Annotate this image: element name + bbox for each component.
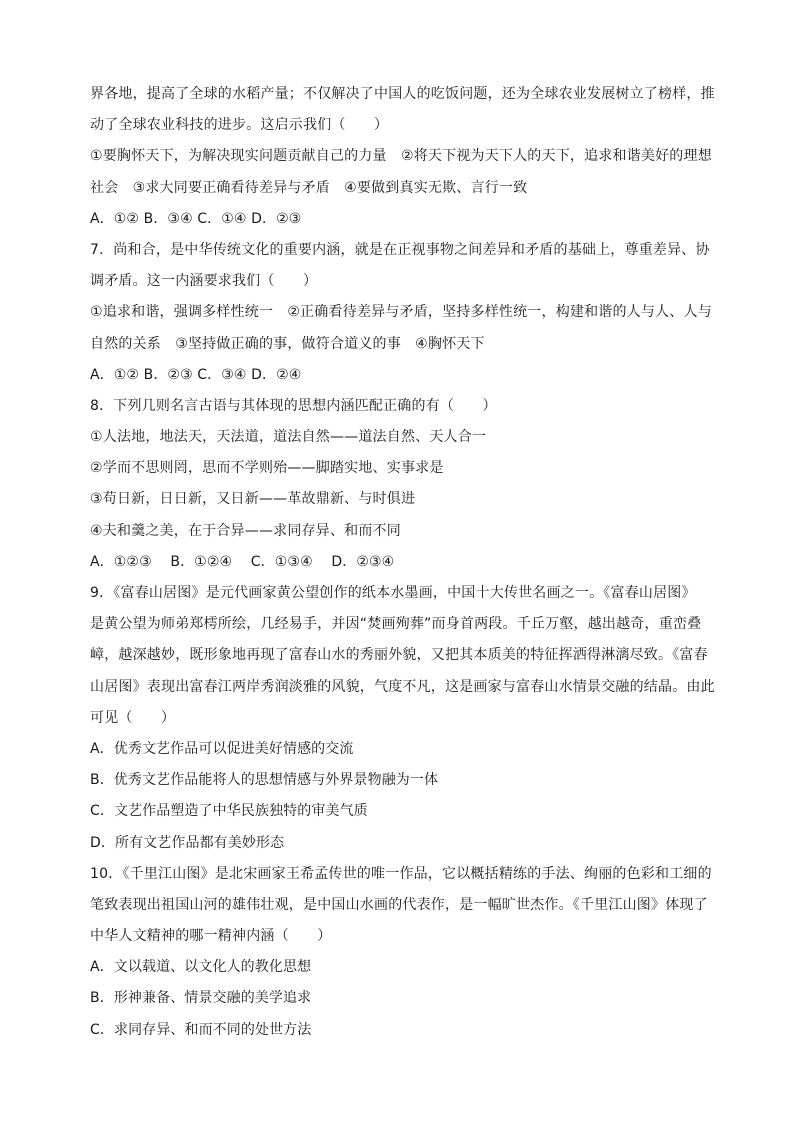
- q8-item: ①人法地，地法天，天法道，道法自然——道法自然、天人合一: [90, 429, 487, 446]
- q8-item: ④夫和羹之美，在于合异——求同存异、和而不同: [90, 522, 401, 539]
- q9-stem: 是黄公望为师弟郑樗所绘，几经易手，并因“焚画殉葬”而身首两段。千丘万壑，越出越奇，重峦叠: [90, 616, 702, 633]
- q9-stem: 9．《富春山居图》是元代画家黄公望创作的纸本水墨画，中国十大传世名画之一。《富春山居图》: [90, 585, 696, 601]
- q9-option-c: C．文艺作品塑造了中华民族独特的审美气质: [90, 803, 368, 820]
- q9-option-d: D．所有文艺作品都有美妙形态: [90, 834, 285, 851]
- q10-option-b: B．形神兼备、情景交融的美学追求: [90, 990, 312, 1007]
- q7-stem: 调矛盾。这一内涵要求我们（ ）: [90, 273, 318, 290]
- q7-options: A．①② B．②③ C．③④ D．②④: [90, 366, 302, 383]
- q9-stem: 嶂，越深越妙，既形象地再现了富春山水的秀丽外貌，又把其本质美的特征挥洒得淋漓尽致。《富春: [90, 647, 708, 664]
- q6-options: A．①② B．③④ C．①④ D．②③: [90, 210, 302, 227]
- q10-option-a: A．文以载道、以文化人的教化思想: [90, 959, 312, 976]
- q8-options: A．①②③ B．①②④ C．①③④ D．②③④: [90, 553, 395, 570]
- q10-stem: 笔致表现出祖国山河的雄伟壮观，是中国山水画的代表作，是一幅旷世杰作。《千里江山图》体现了: [90, 896, 708, 913]
- q8-item: ②学而不思则罔，思而不学则殆——脚踏实地、实事求是: [90, 460, 444, 477]
- q6-item: ①要胸怀天下，为解决现实问题贡献自己的力量 ②将天下视为天下人的天下，追求和谐美好的理想: [90, 148, 712, 165]
- q7-stem: 7．尚和合，是中华传统文化的重要内涵，就是在正视事物之间差异和矛盾的基础上，尊重差异、协: [90, 241, 710, 258]
- q9-option-a: A．优秀文艺作品可以促进美好情感的交流: [90, 740, 354, 757]
- q9-stem: 可见（ ）: [90, 709, 176, 726]
- q10-option-c: C．求同存异、和而不同的处世方法: [90, 1021, 312, 1038]
- q7-item: 自然的关系 ③坚持做正确的事，做符合道义的事 ④胸怀天下: [90, 335, 485, 352]
- q10-stem: 中华人文精神的哪一精神内涵（ ）: [90, 928, 332, 945]
- q10-stem: 10．《千里江山图》是北宋画家王希孟传世的唯一作品，它以概括精练的手法、绚丽的色彩和工细的: [90, 865, 712, 882]
- q8-stem: 8．下列几则名言古语与其体现的思想内涵匹配正确的有（ ）: [90, 397, 497, 414]
- q6-stem-continued: 动了全球农业科技的进步。这启示我们（ ）: [90, 117, 389, 134]
- q9-option-b: B．优秀文艺作品能将人的思想情感与外界景物融为一体: [90, 772, 439, 789]
- q8-item: ③苟日新，日日新，又日新——革故鼎新、与时俱进: [90, 491, 416, 508]
- q6-item: 社会 ③求大同要正确看待差异与矛盾 ④要做到真实无欺、言行一致: [90, 179, 528, 196]
- q6-stem-continued: 界各地，提高了全球的水稻产量；不仅解决了中国人的吃饭问题，还为全球农业发展树立了榜样，推: [90, 86, 715, 102]
- document-page: [90, 79, 715, 1046]
- q7-item: ①追求和谐，强调多样性统一 ②正确看待差异与矛盾，坚持多样性统一，构建和谐的人与人、人与: [90, 304, 712, 321]
- q9-stem: 山居图》表现出富春江两岸秀润淡雅的风貌，气度不凡，这是画家与富春山水情景交融的结晶。由此: [90, 678, 715, 695]
